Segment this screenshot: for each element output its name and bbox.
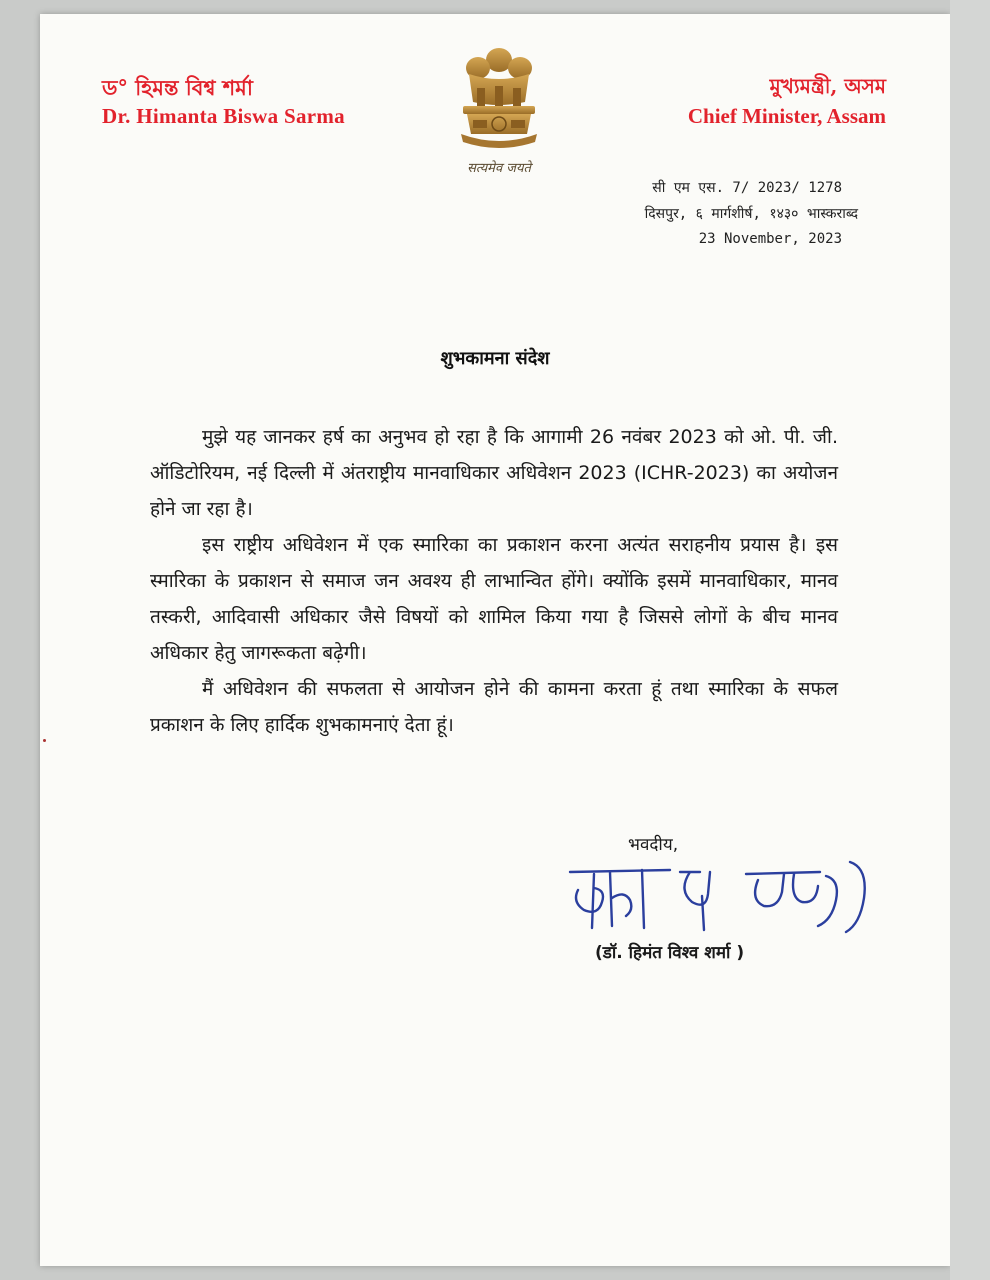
letterhead-title-english: Chief Minister, Assam: [687, 104, 886, 128]
reference-number: सी एम एस. 7/ 2023/ 1278: [652, 180, 842, 196]
handwritten-signature: [550, 850, 890, 940]
body-paragraph: मुझे यह जानकर हर्ष का अनुभव हो रहा है कि आगामी 26 नवंबर 2023 को ओ. पी. जी. ऑडिटोरियम, नई दिल्ली में अंतराष्ट्रीय मानवाधिकार अधिवेशन 2023 (ICHR-2023) का अयोजन होने जा रहा है।: [150, 426, 838, 520]
paper-speck: [43, 739, 46, 742]
letterhead-name-native: ড° হিমন্ত বিশ্ব শৰ্মা: [102, 75, 253, 100]
body-paragraph: इस राष्ट्रीय अधिवेशन में एक स्मारिका का प्रकाशन करना अत्यंत सराहनीय प्रयास है। इस स्मारिका के प्रकाशन से समाज जन अवश्य ही लाभान्वित होंगे। क्योंकि इसमें मानवाधिकार, मानव तस्करी, आदिवासी अधिकार जैसे विषयों को शामिल किया गया है जिससे लोगों के बीच मानव अधिकार हेतु जागरूकता बढ़ेगी।: [150, 534, 838, 664]
emblem-motto: सत्यमेव जयते: [467, 161, 531, 176]
background-shadow: [950, 0, 990, 1280]
state-emblem-icon: [453, 44, 545, 156]
letter-heading: शुभकामना संदेश: [440, 348, 550, 369]
letterhead-title-native: মুখ্যমন্ত্ৰী, অসম: [769, 74, 886, 98]
letter-body: [150, 419, 838, 743]
letter-sheet: [40, 14, 950, 1266]
reference-place-date: दिसपुर, ६ मार्गशीर्ष, १४३० भास्कराब्द: [644, 206, 858, 222]
signatory-name: (डॉ. हिमंत विश्व शर्मा ): [595, 943, 745, 963]
letterhead-name-english: Dr. Himanta Biswa Sarma: [102, 104, 345, 128]
letter-closing: भवदीय,: [628, 835, 679, 855]
body-paragraph: मैं अधिवेशन की सफलता से आयोजन होने की कामना करता हूं तथा स्मारिका के सफल प्रकाशन के लिए हार्दिक शुभकामनाएं देता हूं।: [150, 678, 838, 736]
reference-date: 23 November, 2023: [698, 231, 842, 247]
